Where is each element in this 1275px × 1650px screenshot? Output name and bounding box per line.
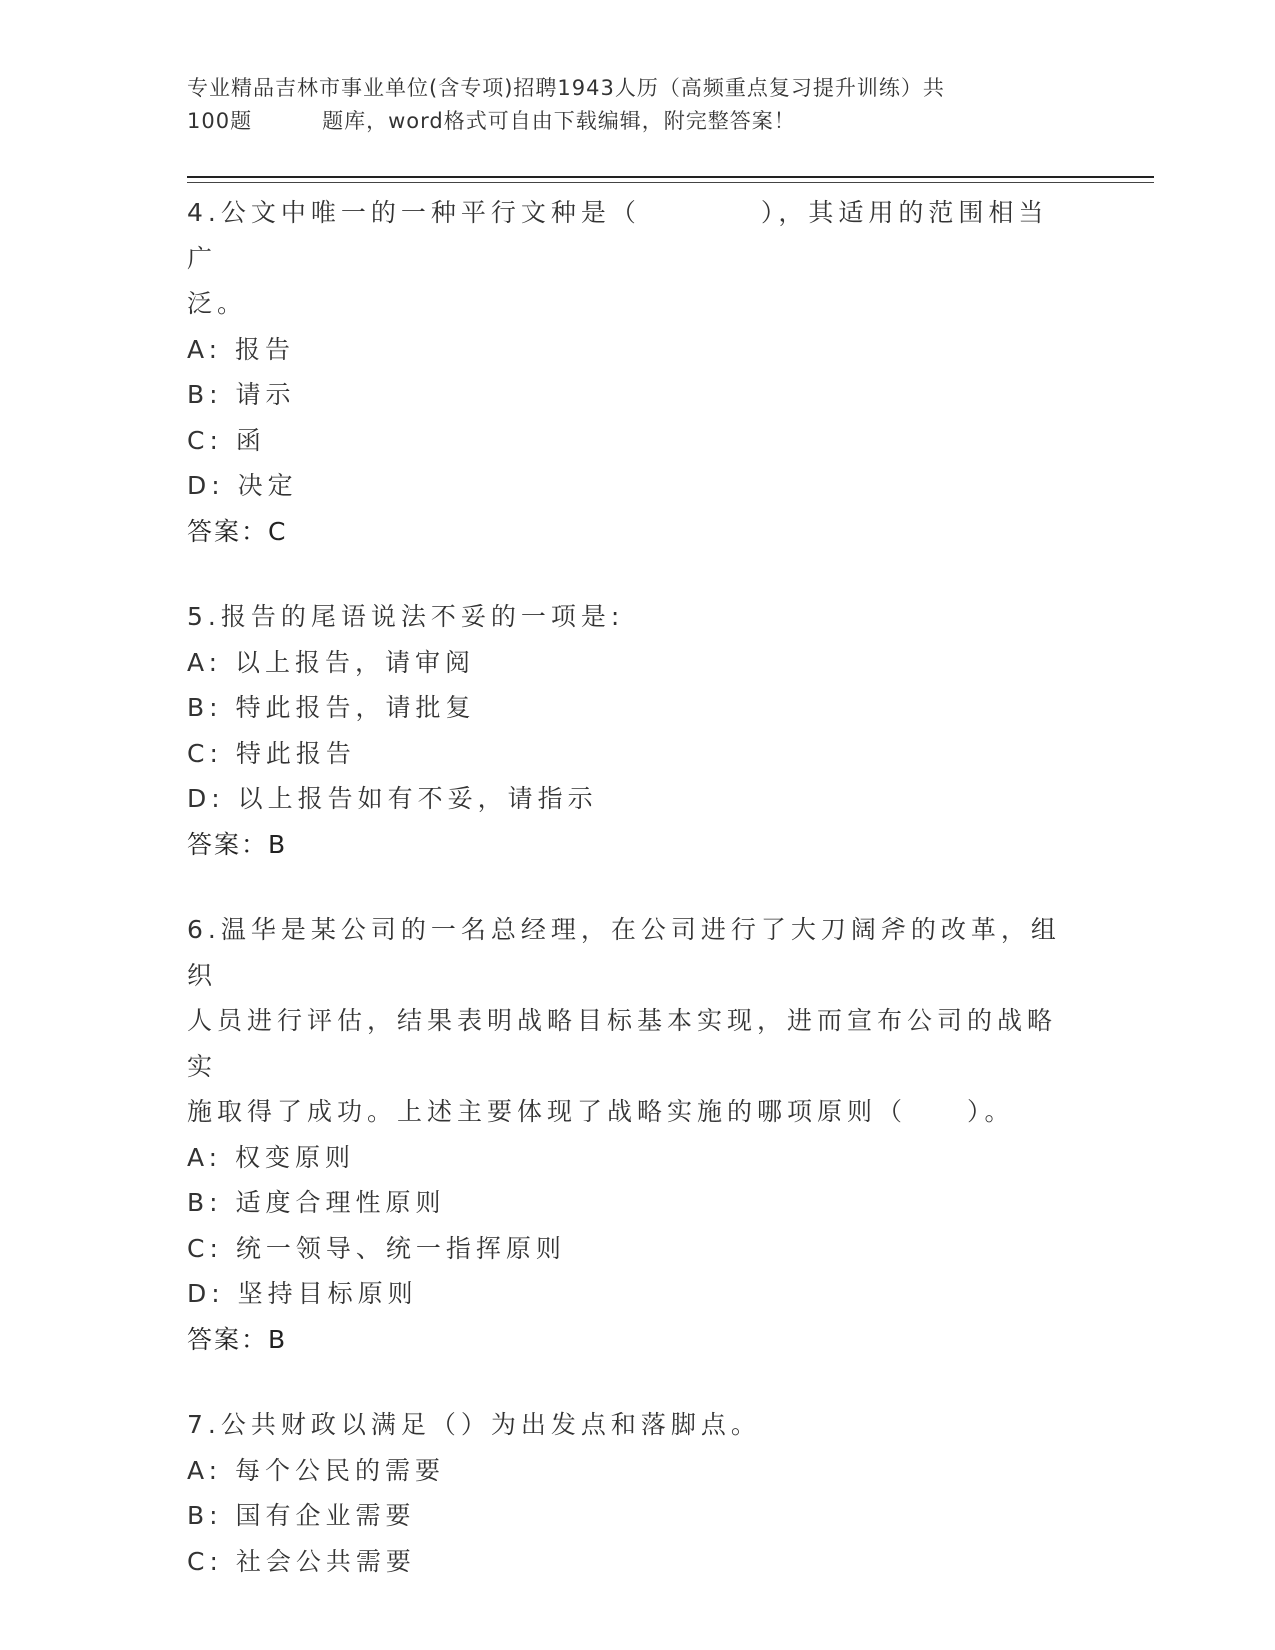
option-c: C: 特此报告 <box>187 738 356 768</box>
option-d: D: 以上报告如有不妥，请指示 <box>187 784 598 813</box>
question-stem: 泛。 <box>187 289 248 318</box>
option-a: A: 报告 <box>187 334 296 364</box>
option-c: C: 函 <box>187 425 266 455</box>
option-a: A: 每个公民的需要 <box>187 1455 446 1485</box>
header-divider-thin <box>187 182 1154 183</box>
header-line-1: 专业精品吉林市事业单位(含专项)招聘1943人历（高频重点复习提升训练）共 <box>187 76 945 100</box>
option-a: A: 以上报告，请审阅 <box>187 647 476 677</box>
question-item <box>187 190 1067 554</box>
header-description: 题库，word格式可自由下载编辑，附完整答案！ <box>322 109 796 133</box>
question-stem: 4.公文中唯一的一种平行文种是（ ），其适用的范围相当广 <box>187 198 1049 273</box>
question-item <box>187 907 1067 1362</box>
question-stem: 5.报告的尾语说法不妥的一项是: <box>187 602 625 631</box>
option-d: D: 坚持目标原则 <box>187 1279 418 1308</box>
header-divider-thick <box>187 176 1154 178</box>
answer-text: 答案：B <box>187 1324 288 1354</box>
question-item <box>187 594 1067 867</box>
header-question-count: 100题 <box>187 109 253 133</box>
option-b: B: 适度合理性原则 <box>187 1188 446 1217</box>
question-stem: 7.公共财政以满足（）为出发点和落脚点。 <box>187 1410 761 1439</box>
option-b: B: 国有企业需要 <box>187 1501 416 1530</box>
option-c: C: 社会公共需要 <box>187 1546 416 1576</box>
question-stem: 人员进行评估，结果表明战略目标基本实现，进而宣布公司的战略实 <box>187 1006 1058 1081</box>
header-line-2 <box>187 105 1067 138</box>
answer-text: 答案：B <box>187 829 288 859</box>
option-d: D: 决定 <box>187 471 298 500</box>
option-a: A: 权变原则 <box>187 1142 356 1172</box>
question-stem: 6.温华是某公司的一名总经理，在公司进行了大刀阔斧的改革，组织 <box>187 915 1061 990</box>
document-header <box>187 72 1067 138</box>
option-b: B: 特此报告，请批复 <box>187 693 476 722</box>
option-c: C: 统一领导、统一指挥原则 <box>187 1233 566 1263</box>
option-b: B: 请示 <box>187 380 296 409</box>
question-stem: 施取得了成功。上述主要体现了战略实施的哪项原则（ ）。 <box>187 1097 1015 1126</box>
answer-text: 答案：C <box>187 516 288 546</box>
question-item <box>187 1402 1067 1584</box>
question-list <box>187 190 1067 1624</box>
